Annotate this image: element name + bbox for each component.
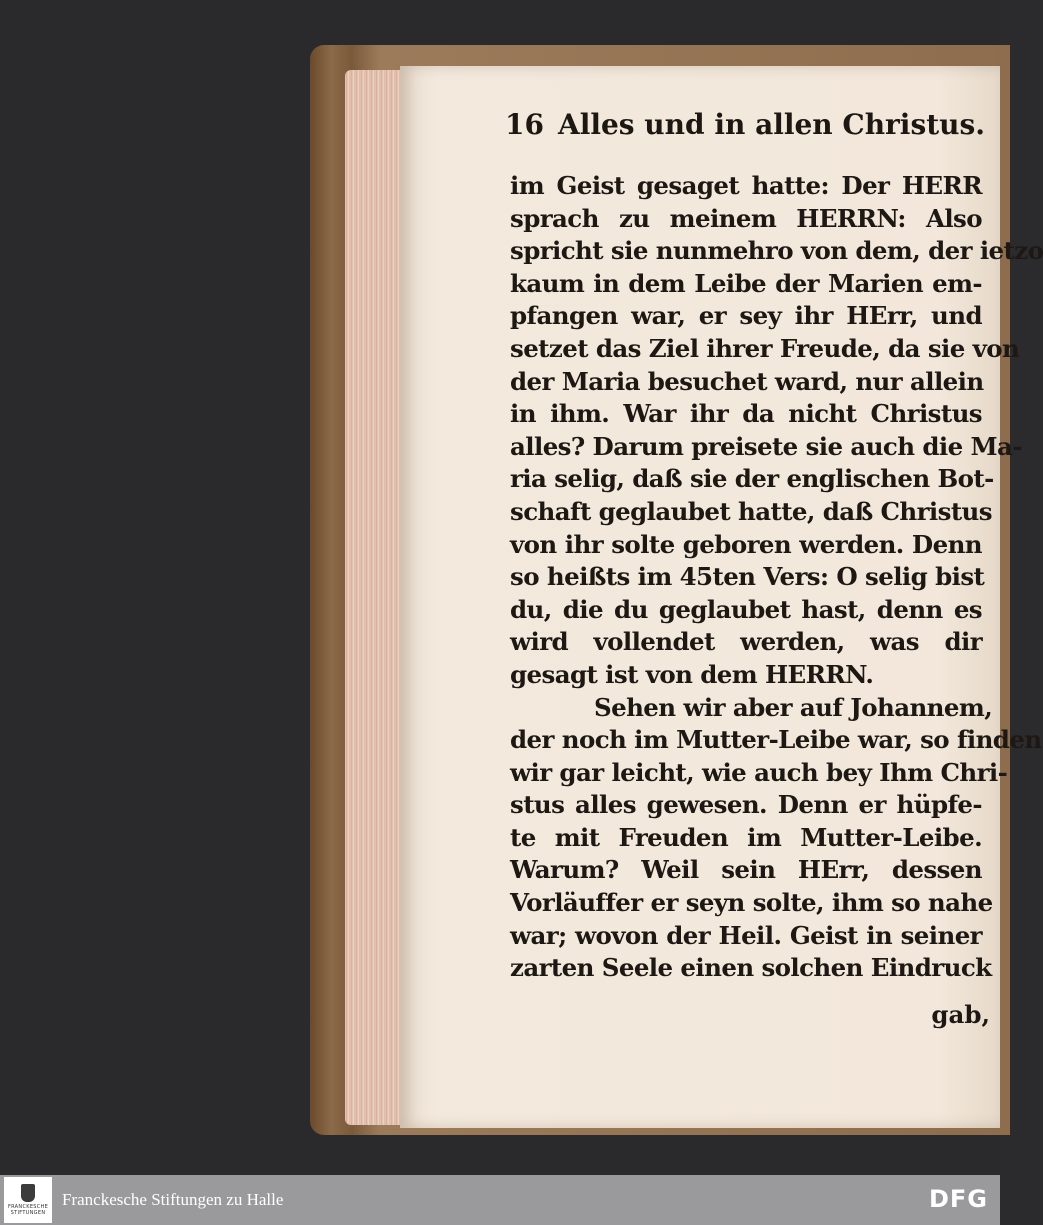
text-line: in ihm. War ihr da nicht Christus: [510, 399, 982, 429]
text-line: so heißts im 45ten Vers: O selig bist: [510, 562, 985, 592]
text-line: du, die du geglaubet hast, denn es: [510, 594, 982, 624]
text-line: pfangen war, er sey ihr HErr, und: [510, 301, 982, 331]
text-line: gesagt ist von dem HERRN.: [510, 659, 874, 689]
text-line: Sehen wir aber auf Johannem,: [594, 692, 993, 722]
text-line: spricht sie nunmehro von dem, der ietzo: [510, 236, 1043, 266]
text-line: war; wovon der Heil. Geist in seiner: [510, 920, 982, 950]
institution-logo[interactable]: [4, 1177, 52, 1223]
text-line: alles? Darum preisete sie auch die Ma-: [510, 431, 1022, 461]
text-line: der Maria besuchet ward, nur allein: [510, 366, 984, 396]
catchword: gab,: [931, 1000, 990, 1029]
text-line: zarten Seele einen solchen Eindruck: [510, 953, 992, 983]
institution-name: Franckesche Stiftungen zu Halle: [62, 1190, 284, 1209]
text-line: der noch im Mutter-Leibe war, so finden: [510, 725, 1042, 755]
text-line: stus alles gewesen. Denn er hüpfe-: [510, 790, 982, 820]
building-icon: [21, 1184, 35, 1202]
text-line: Warum? Weil sein HErr, dessen: [510, 855, 982, 885]
text-line: Vorläuffer er seyn solte, ihm so nahe: [510, 888, 993, 918]
text-line: wird vollendet werden, was dir: [510, 627, 982, 657]
text-line: setzet das Ziel ihrer Freude, da sie von: [510, 333, 1020, 363]
logo-text: FRANCKESCHE: [7, 1204, 49, 1210]
text-line: im Geist gesaget hatte: Der HERR: [510, 171, 982, 200]
dfg-logo[interactable]: DFG: [928, 1185, 988, 1213]
page-number: 16: [505, 108, 544, 141]
text-line: sprach zu meinem HERRN: Also: [510, 203, 982, 233]
text-line: von ihr solte geboren werden. Denn: [510, 529, 982, 559]
text-line: ria selig, daß sie der englischen Bot-: [510, 464, 994, 494]
page-text: [510, 170, 1043, 985]
running-head: Alles und in allen Christus.: [557, 108, 986, 141]
logo-text: STIFTUNGEN: [10, 1210, 46, 1216]
text-line: te mit Freuden im Mutter-Leibe.: [510, 822, 982, 852]
text-line: kaum in dem Leibe der Marien em-: [510, 268, 982, 298]
page-header: [505, 108, 986, 148]
text-line: wir gar leicht, wie auch bey Ihm Chri-: [510, 757, 1008, 787]
page-edges: [345, 70, 405, 1125]
footer-bar: [0, 1175, 1000, 1225]
text-line: schaft geglaubet hatte, daß Christus: [510, 496, 992, 526]
